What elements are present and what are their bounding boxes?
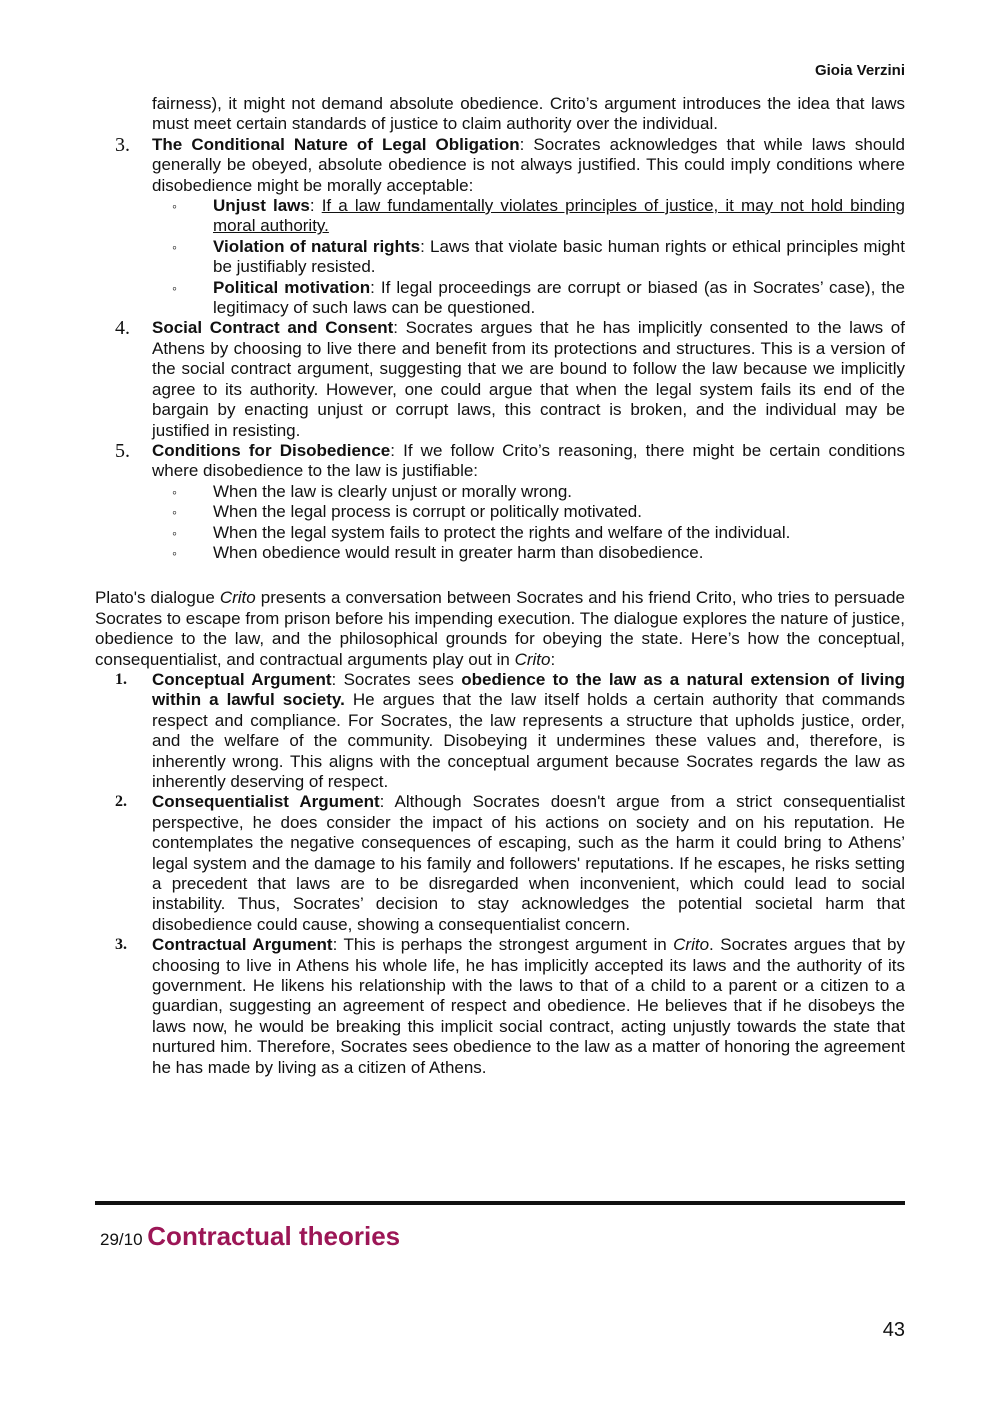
bullet-icon: ◦ [172, 504, 177, 521]
section-title: Contractual theories [147, 1221, 401, 1251]
item-title: Conditions for Disobedience [152, 440, 391, 460]
sub-item-sep: : [309, 196, 322, 216]
intro-title-italic: Crito [514, 649, 551, 669]
list-item [95, 441, 905, 482]
sub-item [95, 237, 905, 278]
list-item [95, 135, 905, 196]
sub-item [95, 502, 905, 522]
bullet-icon: ◦ [172, 524, 177, 541]
argument-text: He argues that the law itself holds a certain authority that commands respect and compliance. For Socrates, the law represents a structure that upholds justice, order, and the welfare of the community. Disobeying it undermines these values and, therefore, is inherently wrong. This aligns with the conceptual argument because Socrates regards the law as inherently deserving of respect. [152, 690, 905, 791]
section-divider [95, 1201, 905, 1205]
argument-text: : This is perhaps the strongest argument in [332, 935, 674, 955]
sub-item [95, 543, 905, 563]
item-text: : If we follow Crito’s reasoning, there might be certain conditions where disobedience to the law is justifiable: [152, 440, 905, 481]
argument-title: Consequentialist Argument [152, 792, 380, 812]
bullet-icon: ◦ [172, 279, 177, 296]
item-number: 4. [115, 317, 130, 340]
item-title: Social Contract and Consent [152, 318, 394, 338]
intro-paragraph [95, 588, 905, 670]
sub-item-text: When obedience would result in greater harm than disobedience. [213, 542, 704, 562]
intro-text: presents a conversation between Socrates and his friend Crito, who tries to persuade Socrates to escape from prison before his impending execution. The dialogue explores the nature of justice, obedience to the law, and the philosophical grounds for obeying the state. Here’s how the conceptual, consequentialist, and contractual arguments play out in [95, 588, 905, 669]
sub-item-text: If a law fundamentally violates principles of justice, it may not hold binding moral authority. [213, 196, 906, 236]
sub-item-text: When the law is clearly unjust or morally wrong. [213, 481, 573, 501]
argument-title: Contractual Argument [152, 935, 333, 955]
sub-item-title: Unjust laws [213, 196, 310, 216]
bullet-icon: ◦ [172, 544, 177, 561]
sub-item-text: When the legal system fails to protect the rights and welfare of the individual. [213, 522, 791, 542]
item-number: 3. [115, 133, 130, 156]
item-number: 1. [115, 670, 127, 688]
intro-title-italic: Crito [219, 588, 256, 608]
section-date: 29/10 [100, 1230, 143, 1249]
argument-item [95, 670, 905, 792]
sub-item-title: Political motivation [213, 277, 371, 297]
list-item [95, 318, 905, 440]
bullet-icon: ◦ [172, 238, 177, 255]
item-number: 3. [115, 936, 127, 954]
item-text: : Socrates argues that he has implicitly consented to the laws of Athens by choosing to live there and benefit from its protections and structures. This is a version of the social contract argument, suggesting that we are bound to follow the law because we implicitly agree to its authority. However, one could argue that when the legal system fails its end of the bargain by enacting unjust or corrupt laws, this contract is broken, and the individual may be justified in resisting. [152, 318, 905, 440]
intro-text: Plato's dialogue [95, 588, 220, 608]
item-number: 2. [115, 793, 127, 811]
sub-item [95, 196, 905, 237]
item-title: The Conditional Nature of Legal Obligation [152, 134, 520, 154]
argument-text: . Socrates argues that by choosing to live in Athens his whole life, he has implicitly accepted its laws and the authority of its government. He likens his relationship with the laws to that of a child to a parent or a citizen to a guardian, suggesting an agreement of respect and obedience. He believes that if he disobeys the laws now, he would be breaking this implicit social contract, acting unjustly towards the state that nurtured him. Therefore, Socrates sees obedience to the law as a matter of honoring the agreement he has made by living as a citizen of Athens. [152, 935, 906, 1077]
sub-item-text: : Laws that violate basic human rights or ethical principles might be justifiably resisted. [213, 236, 905, 277]
sub-item [95, 482, 905, 502]
sub-item-title: Violation of natural rights [213, 236, 421, 256]
page-number: 43 [882, 1319, 905, 1341]
sub-item [95, 523, 905, 543]
argument-title: Conceptual Argument [152, 669, 332, 689]
argument-item [95, 792, 905, 935]
sub-item [95, 278, 905, 319]
continued-paragraph: fairness), it might not demand absolute obedience. Crito’s argument introduces the idea that laws must meet certain standards of justice to claim authority over the individual. [152, 94, 905, 134]
item-text: : Socrates acknowledges that while laws should generally be obeyed, absolute obedience is not always justified. This could imply conditions where disobedience might be morally acceptable: [152, 134, 905, 195]
item-number: 5. [115, 439, 130, 462]
argument-item [95, 935, 905, 1078]
argument-text: : Socrates sees [331, 669, 462, 689]
sub-item-text: When the legal process is corrupt or politically motivated. [213, 502, 642, 522]
argument-text: : Although Socrates doesn't argue from a strict consequentialist perspective, he does consider the impact of his actions on society and on his reputation. He contemplates the negative consequences of escaping, such as the harm it could bring to Athens’ legal system and the damage to his family and followers' reputations. If he escapes, he risks setting a precedent that laws are to be disregarded when inconvenient, which could lead to social instability. Thus, Socrates’ decision to stay acknowledges the potential societal harm that disobedience could cause, showing a consequentialist concern. [152, 792, 905, 934]
section-heading [100, 1221, 401, 1251]
sub-item-text: : If legal proceedings are corrupt or biased (as in Socrates’ case), the legitimacy of such laws can be questioned. [213, 277, 905, 318]
header-author: Gioia Verzini [814, 62, 905, 79]
page-content [95, 94, 905, 1078]
bullet-icon: ◦ [172, 483, 177, 500]
bullet-icon: ◦ [172, 198, 177, 215]
argument-emphasis: obedience to the law as a natural extension of living within a lawful society. [152, 669, 906, 710]
argument-italic: Crito [673, 935, 710, 955]
intro-text: : [550, 649, 556, 669]
